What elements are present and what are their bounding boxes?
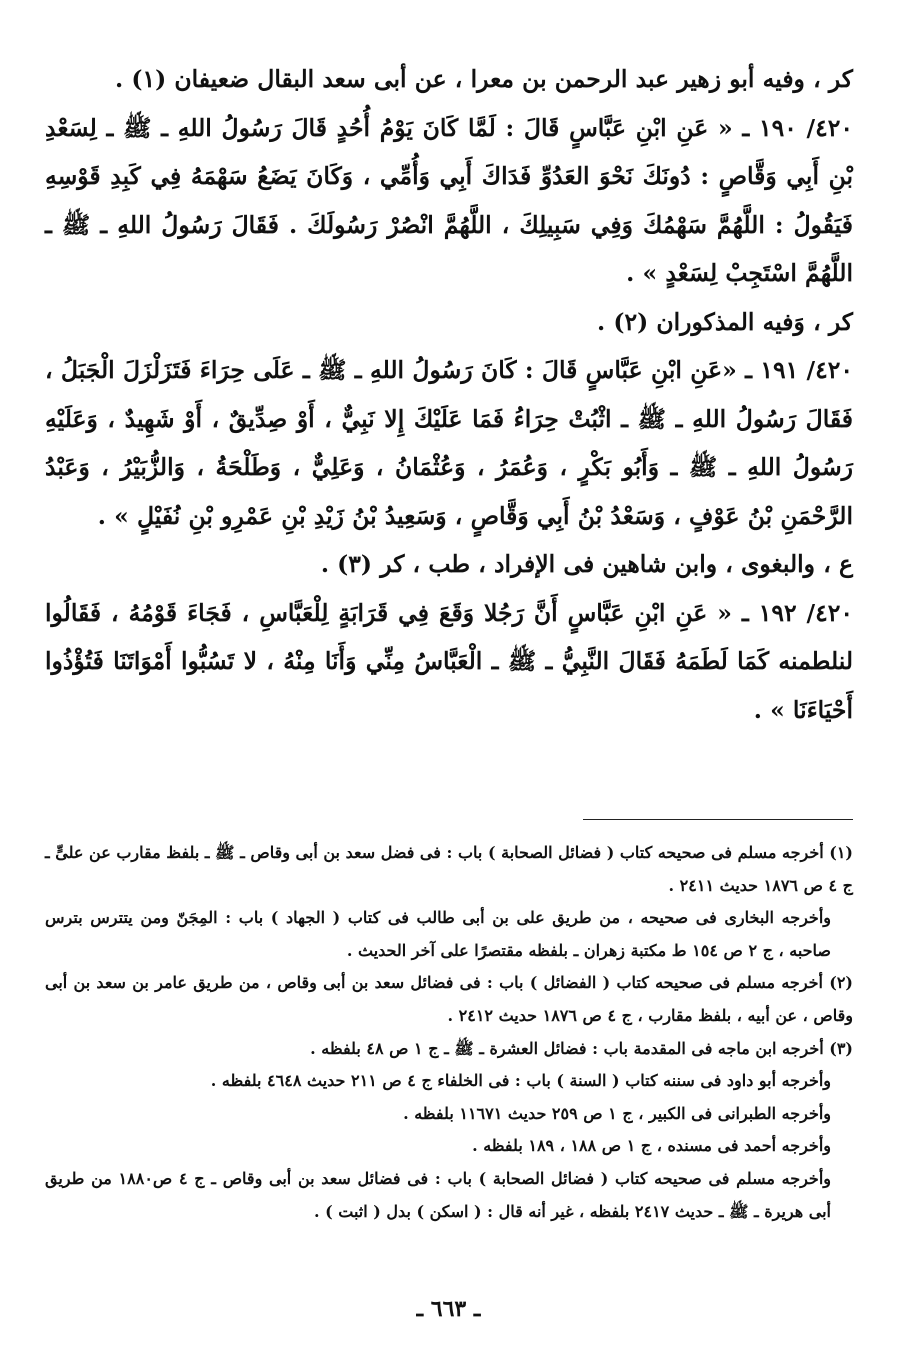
footnote-3-cont: وأخرجه أحمد فى مسنده ، ج ١ ص ١٨٨ ، ١٨٩ بلفظه .	[472, 1136, 831, 1156]
footnote-3: (٣) أخرجه ابن ماجه فى المقدمة باب : فضائل العشرة ـ ﷺ ـ ج ١ ص ٤٨ بلفظه .	[310, 1038, 853, 1058]
hadith-192: ٤٢٠/ ١٩٢ ـ « عَنِ ابْنِ عَبَّاسٍ أَنَّ رَجُلا وَقَعَ فِي قَرَابَةٍ لِلْعَبَّاسِ ، فَجَاءَ قَوْمُهُ ، فَقَالُوا لنلطمنه كَمَا لَطَمَهُ فَقَالَ النَّبِيُّ ـ ﷺ ـ الْعَبَّاسُ مِنِّي وَأَنَا مِنْهُ ، لا تَسُبُّوا أَمْوَاتَنَا فَتُؤْذُوا أَحْيَاءَنَا » .	[45, 598, 854, 724]
footnote-1: (١) أخرجه مسلم فى صحيحه كتاب ( فضائل الصحابة ) باب : فى فضل سعد بن أبى وقاص ـ ﷺ ـ بلفظ مقارب عن علىٍّ ـ ج ٤ ص ١٨٧٦ حديث ٢٤١١ .	[45, 843, 853, 895]
footnote-3-cont: وأخرجه مسلم فى صحيحه كتاب ( فضائل الصحابة ) باب : فى فضائل سعد بن أبى وقاص ـ ج ٤ ص١٨٨٠ من طريق أبى هريرة ـ ﷺ ـ حديث ٢٤١٧ بلفظه ، غير أنه قال : ( اسكن ) بدل ( اثبت ) .	[45, 1168, 831, 1221]
hadith-190: ٤٢٠/ ١٩٠ ـ « عَنِ ابْنِ عَبَّاسٍ قَالَ : لَمَّا كَانَ يَوْمُ أُحُدٍ قَالَ رَسُولُ اللهِ ـ ﷺ ـ لِسَعْدِ بْنِ أَبِي وَقَّاصٍ : دُونَكَ نَحْوَ العَدُوِّ فَدَاكَ أَبِي وَأُمِّي ، وَكَانَ يَضَعُ سَهْمَهُ فِي كَبِدِ قَوْسِهِ فَيَقُولُ : اللَّهُمَّ سَهْمُكَ وَفِي سَبِيلِكَ ، اللَّهُمَّ انْصُرْ رَسُولَكَ . فَقَالَ رَسُولُ اللهِ ـ ﷺ ـ اللَّهُمَّ اسْتَجِبْ لِسَعْدٍ » .	[45, 113, 853, 287]
source-line: ع ، والبغوى ، وابن شاهين فى الإفراد ، طب ، كر (٣) .	[320, 550, 853, 578]
footnote-divider	[45, 819, 853, 821]
source-line: كر ، وفيه أبو زهير عبد الرحمن بن معرا ، عن أبى سعد البقال ضعيفان (١) .	[114, 65, 853, 93]
source-line: كر ، وَفيه المذكوران (٢) .	[596, 307, 853, 336]
footnote-3-cont: وأخرجه الطبرانى فى الكبير ، ج ١ ص ٢٥٩ حديث ١١٦٧١ بلفظه .	[403, 1103, 831, 1123]
page-body	[45, 55, 854, 1221]
footnote-1-cont: وأخرجه البخارى فى صحيحه ، من طريق على بن أبى طالب فى كتاب ( الجهاد ) باب : المِجَنّ ومن يتترس بترس صاحبه ، ج ٢ ص ١٥٤ ط مكتبة زهران ـ بلفظه مقتصرًا على آخر الحديث .	[45, 908, 831, 960]
footnotes	[45, 837, 853, 1228]
footnote-3-cont: وأخرجه أبو داود فى سننه كتاب ( السنة ) باب : فى الخلفاء ج ٤ ص ٢١١ حديث ٤٦٤٨ بلفظه .	[210, 1071, 831, 1091]
main-text	[45, 55, 853, 734]
hadith-191: ٤٢٠/ ١٩١ ـ «عَنِ ابْنِ عَبَّاسٍ قَالَ : كَانَ رَسُولُ اللهِ ـ ﷺ ـ عَلَى حِرَاءَ فَتَزَلْزَلَ الْجَبَلُ ، فَقَالَ رَسُولُ اللهِ ـ ﷺ ـ اثْبُتْ حِرَاءُ فَمَا عَلَيْكَ إِلا نَبِيٌّ ، أَوْ صِدِّيقٌ ، أَوْ شَهِيدٌ ، وَعَلَيْهِ رَسُولُ اللهِ ـ ﷺ ـ وَأَبُو بَكْرٍ ، وَعُمَرُ ، وَعُثْمَانُ ، وَعَلِيٌّ ، وَطَلْحَةُ ، وَالزُّبَيْرُ ، وَعَبْدُ الرَّحْمَنِ بْنُ عَوْفٍ ، وَسَعْدُ بْنُ أَبِي وَقَّاصٍ ، وَسَعِيدُ بْنُ زَيْدِ بْنِ عَمْرِو بْنِ نُفَيْلٍ » .	[45, 356, 854, 530]
page-number: ـ ٦٦٣ ـ	[416, 1296, 481, 1322]
footnote-2: (٢) أخرجه مسلم فى صحيحه كتاب ( الفضائل ) باب : فى فضائل سعد بن أبى وقاص ، من طريق عامر بن سعد بن أبى وقاص ، عن أبيه ، بلفظ مقارب ، ج ٤ ص ١٨٧٦ حديث ٢٤١٢ .	[45, 973, 853, 1025]
